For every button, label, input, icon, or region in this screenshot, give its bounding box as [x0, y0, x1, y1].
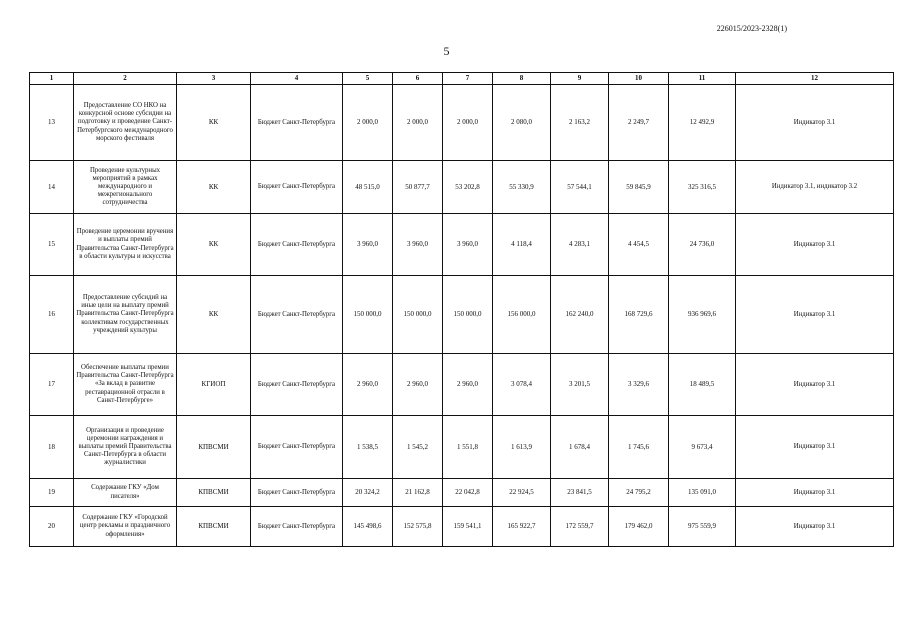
value-cell: 168 729,6 — [609, 276, 669, 354]
value-cell: 2 249,7 — [609, 85, 669, 161]
header-row — [30, 73, 894, 85]
funding-source: Бюджет Санкт-Петербурга — [251, 276, 343, 354]
value-cell: 2 960,0 — [393, 354, 443, 416]
value-cell: 21 162,8 — [393, 479, 443, 507]
value-cell: 150 000,0 — [343, 276, 393, 354]
column-header: 1 — [30, 73, 74, 85]
value-cell: 150 000,0 — [443, 276, 493, 354]
value-cell: 24 795,2 — [609, 479, 669, 507]
value-cell: 135 091,0 — [669, 479, 736, 507]
column-header: 6 — [393, 73, 443, 85]
indicator: Индикатор 3.1 — [736, 276, 894, 354]
measure-name: Предоставление СО НКО на конкурсной основе субсидии на подготовку и проведение Санкт-Петербургского международного морского фестиваля — [74, 85, 177, 161]
value-cell: 59 845,9 — [609, 161, 669, 214]
measure-name: Проведение культурных мероприятий в рамках международного и межрегионального сотрудничества — [74, 161, 177, 214]
column-header: 4 — [251, 73, 343, 85]
funding-source: Бюджет Санкт-Петербурга — [251, 479, 343, 507]
executor: КПВСМИ — [177, 416, 251, 479]
value-cell: 159 541,1 — [443, 507, 493, 547]
value-cell: 57 544,1 — [551, 161, 609, 214]
measure-name: Организация и проведение церемонии награждения и выплаты премий Правительства Санкт-Петербурга в области журналистики — [74, 416, 177, 479]
value-cell: 179 462,0 — [609, 507, 669, 547]
row-number: 17 — [30, 354, 74, 416]
value-cell: 23 841,5 — [551, 479, 609, 507]
value-cell: 3 078,4 — [493, 354, 551, 416]
value-cell: 1 678,4 — [551, 416, 609, 479]
value-cell: 325 316,5 — [669, 161, 736, 214]
table-row — [30, 161, 894, 214]
funding-source: Бюджет Санкт-Петербурга — [251, 161, 343, 214]
table-row — [30, 507, 894, 547]
value-cell: 1 538,5 — [343, 416, 393, 479]
value-cell: 18 489,5 — [669, 354, 736, 416]
value-cell: 4 283,1 — [551, 214, 609, 276]
table-row — [30, 354, 894, 416]
budget-table — [29, 72, 894, 547]
row-number: 15 — [30, 214, 74, 276]
indicator: Индикатор 3.1 — [736, 479, 894, 507]
column-header: 10 — [609, 73, 669, 85]
value-cell: 22 042,8 — [443, 479, 493, 507]
value-cell: 12 492,9 — [669, 85, 736, 161]
funding-source: Бюджет Санкт-Петербурга — [251, 416, 343, 479]
value-cell: 3 201,5 — [551, 354, 609, 416]
value-cell: 145 498,6 — [343, 507, 393, 547]
column-header: 3 — [177, 73, 251, 85]
table-row — [30, 416, 894, 479]
value-cell: 172 559,7 — [551, 507, 609, 547]
value-cell: 53 202,8 — [443, 161, 493, 214]
document-number: 226015/2023-2328(1) — [716, 24, 787, 33]
measure-name: Предоставление субсидий на иные цели на выплату премий Правительства Санкт-Петербурга коллективам государственных учреждений культуры — [74, 276, 177, 354]
value-cell: 22 924,5 — [493, 479, 551, 507]
column-header: 8 — [493, 73, 551, 85]
value-cell: 2 000,0 — [393, 85, 443, 161]
column-header: 9 — [551, 73, 609, 85]
value-cell: 1 545,2 — [393, 416, 443, 479]
indicator: Индикатор 3.1 — [736, 214, 894, 276]
row-number: 14 — [30, 161, 74, 214]
value-cell: 936 969,6 — [669, 276, 736, 354]
page-number: 5 — [443, 44, 450, 58]
indicator: Индикатор 3.1, индикатор 3.2 — [736, 161, 894, 214]
column-header: 5 — [343, 73, 393, 85]
row-number: 20 — [30, 507, 74, 547]
measure-name: Обеспечение выплаты премии Правительства Санкт-Петербурга «За вклад в развитие реставрационной отрасли в Санкт-Петербурге» — [74, 354, 177, 416]
value-cell: 20 324,2 — [343, 479, 393, 507]
funding-source: Бюджет Санкт-Петербурга — [251, 214, 343, 276]
table-row — [30, 276, 894, 354]
funding-source: Бюджет Санкт-Петербурга — [251, 354, 343, 416]
funding-source: Бюджет Санкт-Петербурга — [251, 85, 343, 161]
value-cell: 156 000,0 — [493, 276, 551, 354]
value-cell: 165 922,7 — [493, 507, 551, 547]
executor: КК — [177, 214, 251, 276]
value-cell: 975 559,9 — [669, 507, 736, 547]
executor: КК — [177, 85, 251, 161]
value-cell: 150 000,0 — [393, 276, 443, 354]
row-number: 18 — [30, 416, 74, 479]
column-header: 7 — [443, 73, 493, 85]
row-number: 13 — [30, 85, 74, 161]
value-cell: 3 329,6 — [609, 354, 669, 416]
indicator: Индикатор 3.1 — [736, 507, 894, 547]
indicator: Индикатор 3.1 — [736, 354, 894, 416]
value-cell: 2 080,0 — [493, 85, 551, 161]
value-cell: 2 000,0 — [443, 85, 493, 161]
value-cell: 162 240,0 — [551, 276, 609, 354]
value-cell: 2 960,0 — [443, 354, 493, 416]
measure-name: Содержание ГКУ «Дом писателя» — [74, 479, 177, 507]
value-cell: 4 454,5 — [609, 214, 669, 276]
value-cell: 9 673,4 — [669, 416, 736, 479]
value-cell: 4 118,4 — [493, 214, 551, 276]
value-cell: 2 960,0 — [343, 354, 393, 416]
executor: КК — [177, 161, 251, 214]
value-cell: 24 736,0 — [669, 214, 736, 276]
column-header: 11 — [669, 73, 736, 85]
value-cell: 2 000,0 — [343, 85, 393, 161]
value-cell: 2 163,2 — [551, 85, 609, 161]
column-header: 2 — [74, 73, 177, 85]
value-cell: 1 551,8 — [443, 416, 493, 479]
table-row — [30, 214, 894, 276]
value-cell: 152 575,8 — [393, 507, 443, 547]
value-cell: 3 960,0 — [443, 214, 493, 276]
value-cell: 55 330,9 — [493, 161, 551, 214]
indicator: Индикатор 3.1 — [736, 416, 894, 479]
value-cell: 50 877,7 — [393, 161, 443, 214]
funding-source: Бюджет Санкт-Петербурга — [251, 507, 343, 547]
executor: КГИОП — [177, 354, 251, 416]
table-row — [30, 85, 894, 161]
indicator: Индикатор 3.1 — [736, 85, 894, 161]
table-row — [30, 479, 894, 507]
executor: КК — [177, 276, 251, 354]
executor: КПВСМИ — [177, 507, 251, 547]
value-cell: 3 960,0 — [393, 214, 443, 276]
measure-name: Проведение церемонии вручения и выплаты премий Правительства Санкт-Петербурга в области культуры и искусства — [74, 214, 177, 276]
row-number: 19 — [30, 479, 74, 507]
row-number: 16 — [30, 276, 74, 354]
value-cell: 1 745,6 — [609, 416, 669, 479]
value-cell: 1 613,9 — [493, 416, 551, 479]
measure-name: Содержание ГКУ «Городской центр рекламы и праздничного оформления» — [74, 507, 177, 547]
executor: КПВСМИ — [177, 479, 251, 507]
value-cell: 48 515,0 — [343, 161, 393, 214]
value-cell: 3 960,0 — [343, 214, 393, 276]
column-header: 12 — [736, 73, 894, 85]
